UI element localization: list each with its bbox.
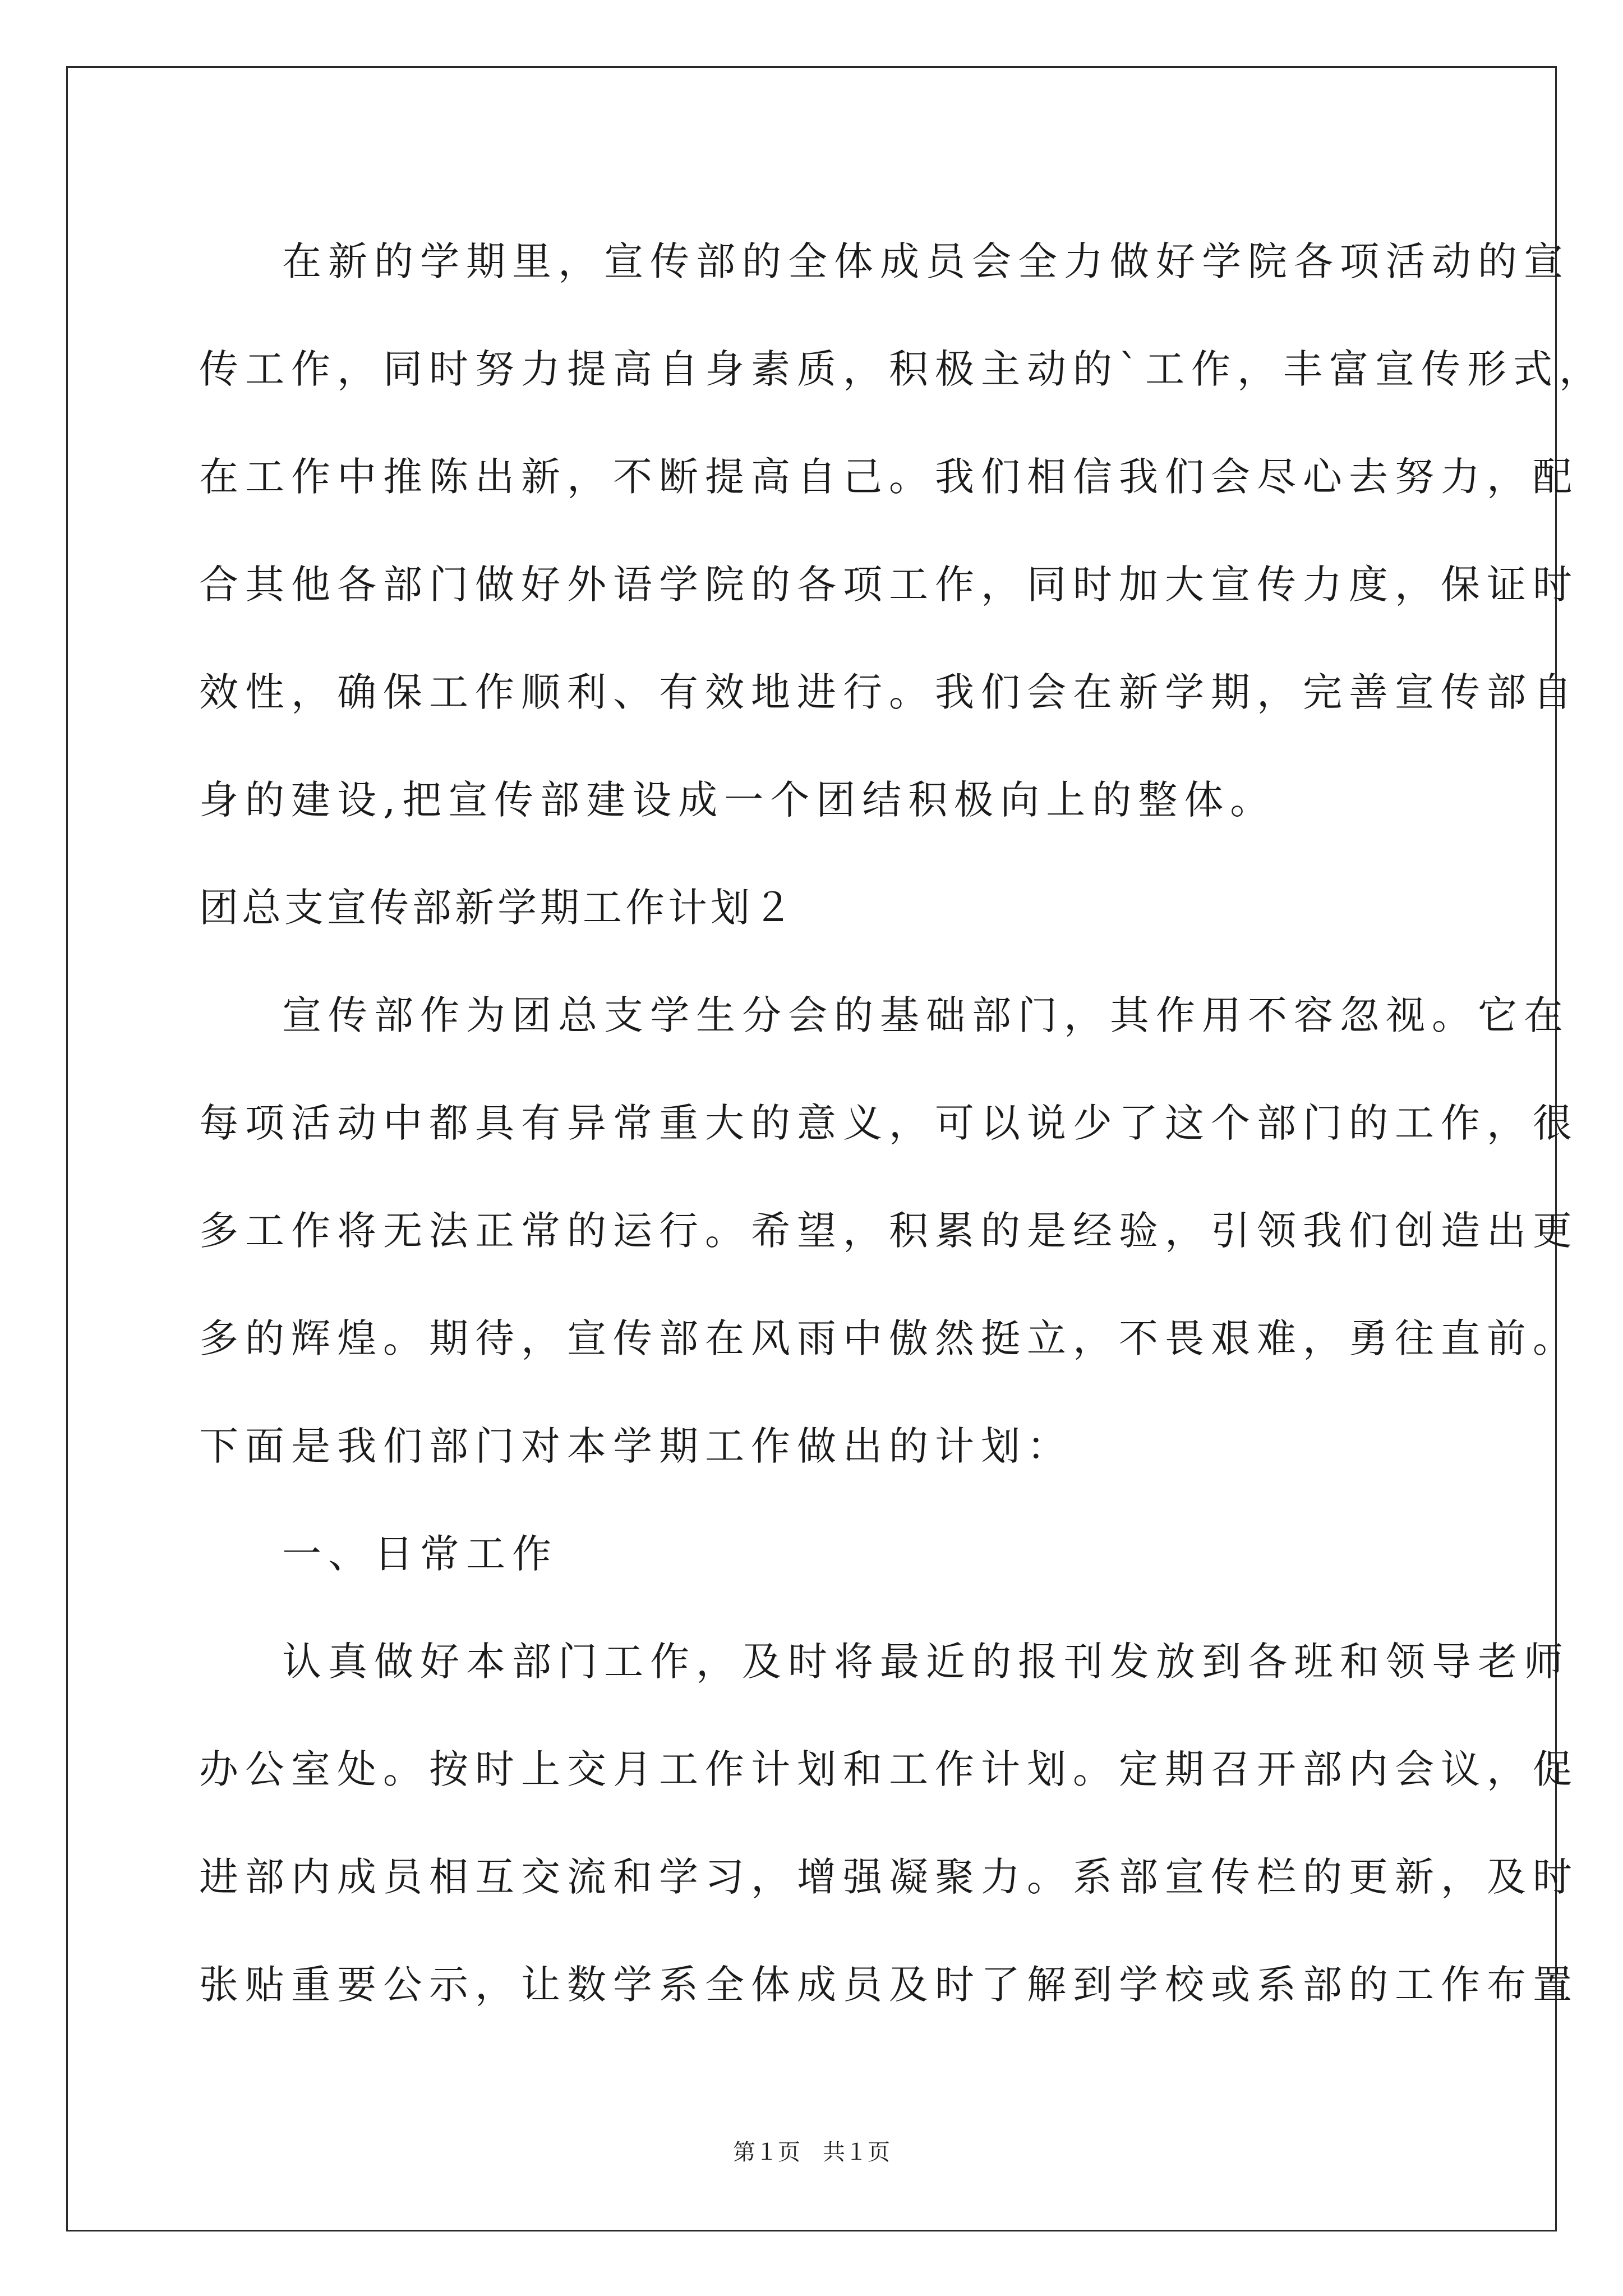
paragraph-line: 宣传部作为团总支学生分会的基础部门，其作用不容忽视。它在: [282, 992, 1570, 1038]
paragraph-line: 在工作中推陈出新，不断提高自己。我们相信我们会尽心去努力，配: [199, 454, 1579, 500]
document-body: [199, 208, 1605, 2039]
paragraph-line: 合其他各部门做好外语学院的各项工作，同时加大宣传力度，保证时: [199, 562, 1579, 608]
paragraph-line: 传工作，同时努力提高自身素质，积极主动的`工作，丰富宣传形式，: [199, 346, 1605, 392]
paragraph-line: 多的辉煌。期待，宣传部在风雨中傲然挺立，不畏艰难，勇往直前。: [199, 1315, 1579, 1361]
paragraph-line: 张贴重要公示，让数学系全体成员及时了解到学校或系部的工作布置: [199, 1962, 1579, 2008]
paragraph-line: 认真做好本部门工作，及时将最近的报刊发放到各班和领导老师: [282, 1639, 1570, 1685]
paragraph-line: 进部内成员相互交流和学习，增强凝聚力。系部宣传栏的更新，及时: [199, 1854, 1579, 1900]
paragraph-line: 身的建设,把宣传部建设成一个团结积极向上的整体。: [199, 777, 1276, 823]
section-heading: 团总支宣传部新学期工作计划２: [199, 885, 796, 931]
paragraph-line: 效性，确保工作顺利、有效地进行。我们会在新学期，完善宣传部自: [199, 669, 1579, 715]
paragraph-line: 下面是我们部门对本学期工作做出的计划：: [199, 1423, 1073, 1469]
subsection-heading: 一、日常工作: [282, 1531, 558, 1577]
paragraph-line: 每项活动中都具有异常重大的意义，可以说少了这个部门的工作，很: [199, 1100, 1579, 1146]
paragraph-line: 办公室处。按时上交月工作计划和工作计划。定期召开部内会议，促: [199, 1746, 1579, 1792]
page-footer: 第１页 共１页: [733, 2139, 890, 2165]
paragraph-line: 多工作将无法正常的运行。希望，积累的是经验，引领我们创造出更: [199, 1208, 1579, 1254]
paragraph-line: 在新的学期里，宣传部的全体成员会全力做好学院各项活动的宣: [282, 238, 1570, 284]
